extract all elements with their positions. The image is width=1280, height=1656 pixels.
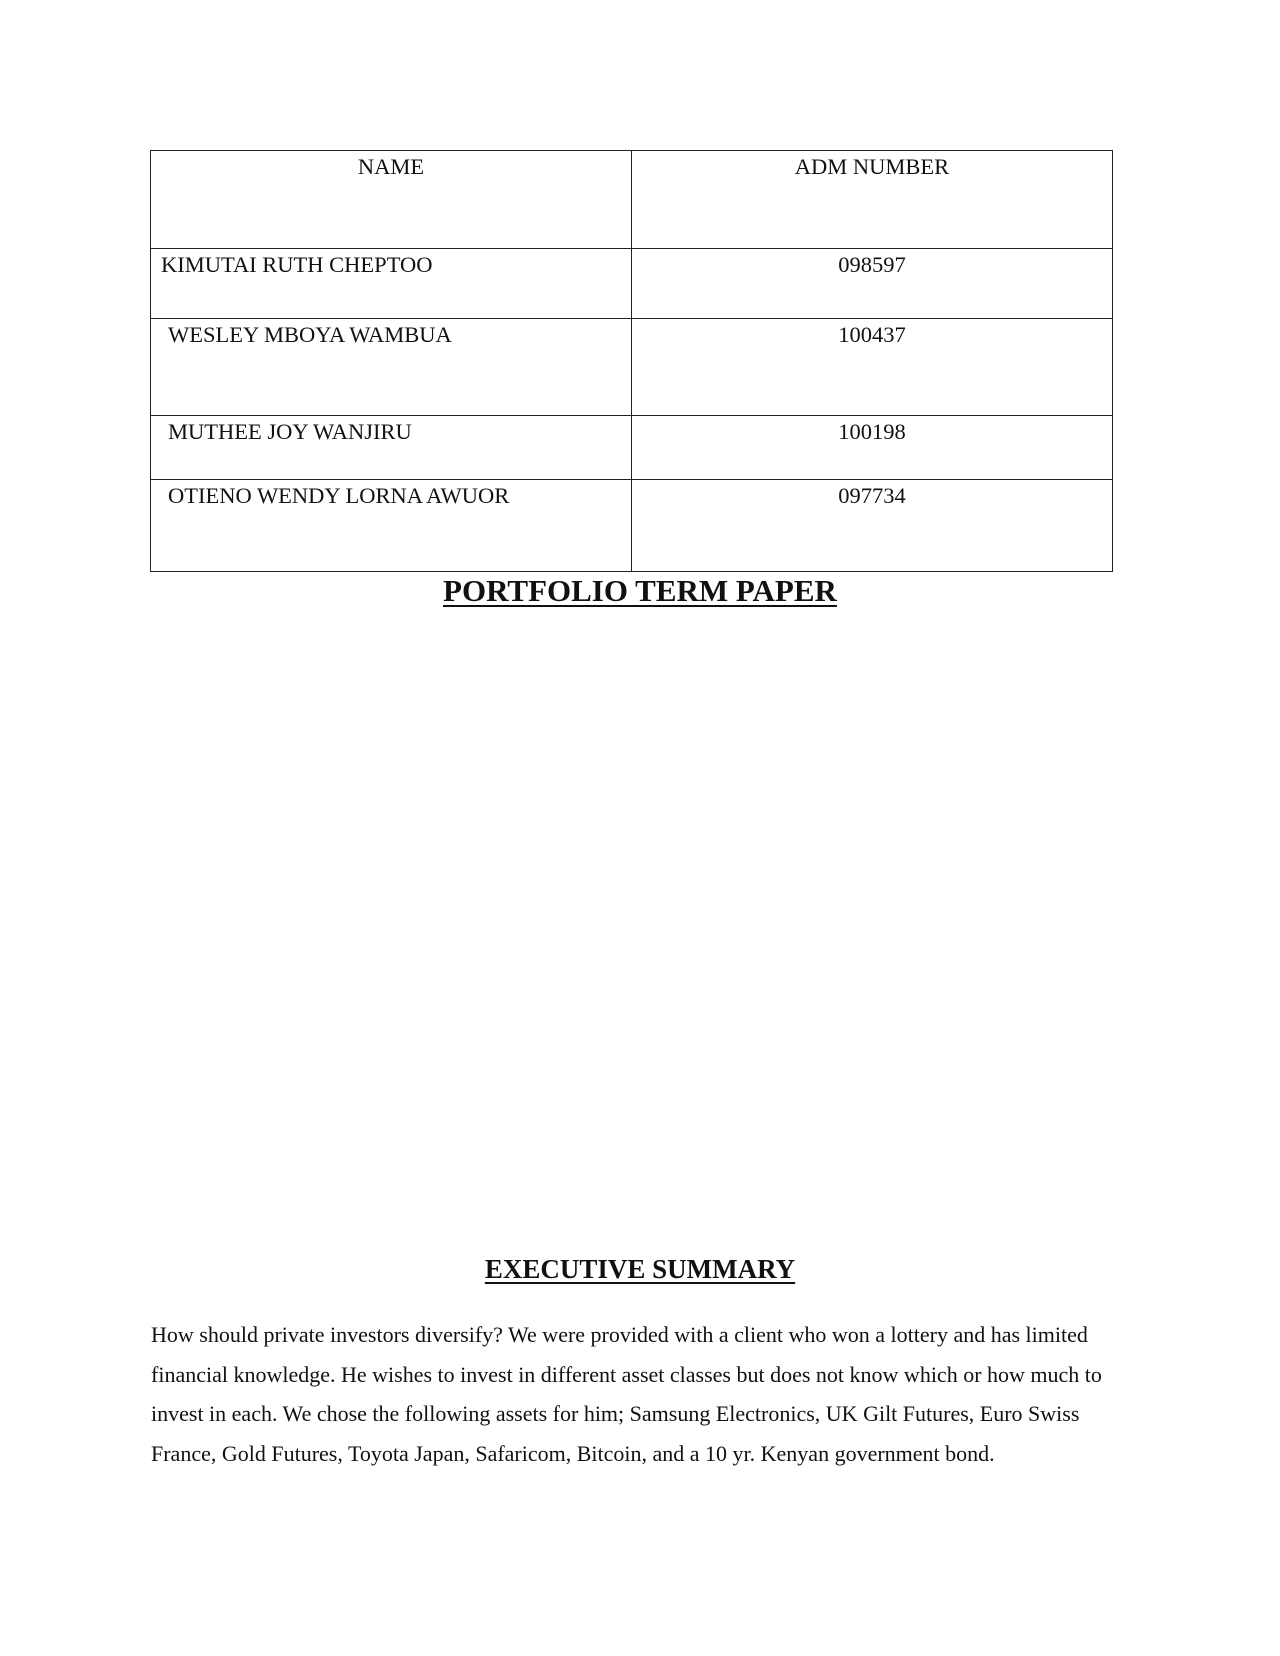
table-row	[151, 416, 1113, 480]
document-title: PORTFOLIO TERM PAPER	[443, 573, 837, 608]
adm-number-cell: 097734	[632, 480, 1113, 572]
member-name-cell: MUTHEE JOY WANJIRU	[151, 416, 632, 480]
adm-number-cell: 100437	[632, 319, 1113, 416]
table-row	[151, 480, 1113, 572]
section-heading-executive-summary: EXECUTIVE SUMMARY	[484, 1254, 796, 1284]
adm-number-cell: 100198	[632, 416, 1113, 480]
member-name-cell: WESLEY MBOYA WAMBUA	[151, 319, 632, 416]
executive-summary-paragraph: How should private investors diversify? We were provided with a client who won a lottery and has limited financial knowledge. He wishes to invest in different asset classes but does not know which or how much to invest in each. We chose the following assets for him; Samsung Electronics, UK Gilt Futures, Euro Swiss France, Gold Futures, Toyota Japan, Safaricom, Bitcoin, and a 10 yr. Kenyan government bond.	[151, 1322, 1102, 1466]
member-name-cell: OTIENO WENDY LORNA AWUOR	[151, 480, 632, 572]
table-row	[151, 249, 1113, 319]
group-members-table	[150, 150, 1113, 572]
name-column-header: NAME	[151, 151, 632, 249]
adm-number-cell: 098597	[632, 249, 1113, 319]
member-name-cell: KIMUTAI RUTH CHEPTOO	[151, 249, 632, 319]
table-row	[151, 319, 1113, 416]
table-header-row	[151, 151, 1113, 249]
adm-number-column-header: ADM NUMBER	[632, 151, 1113, 249]
